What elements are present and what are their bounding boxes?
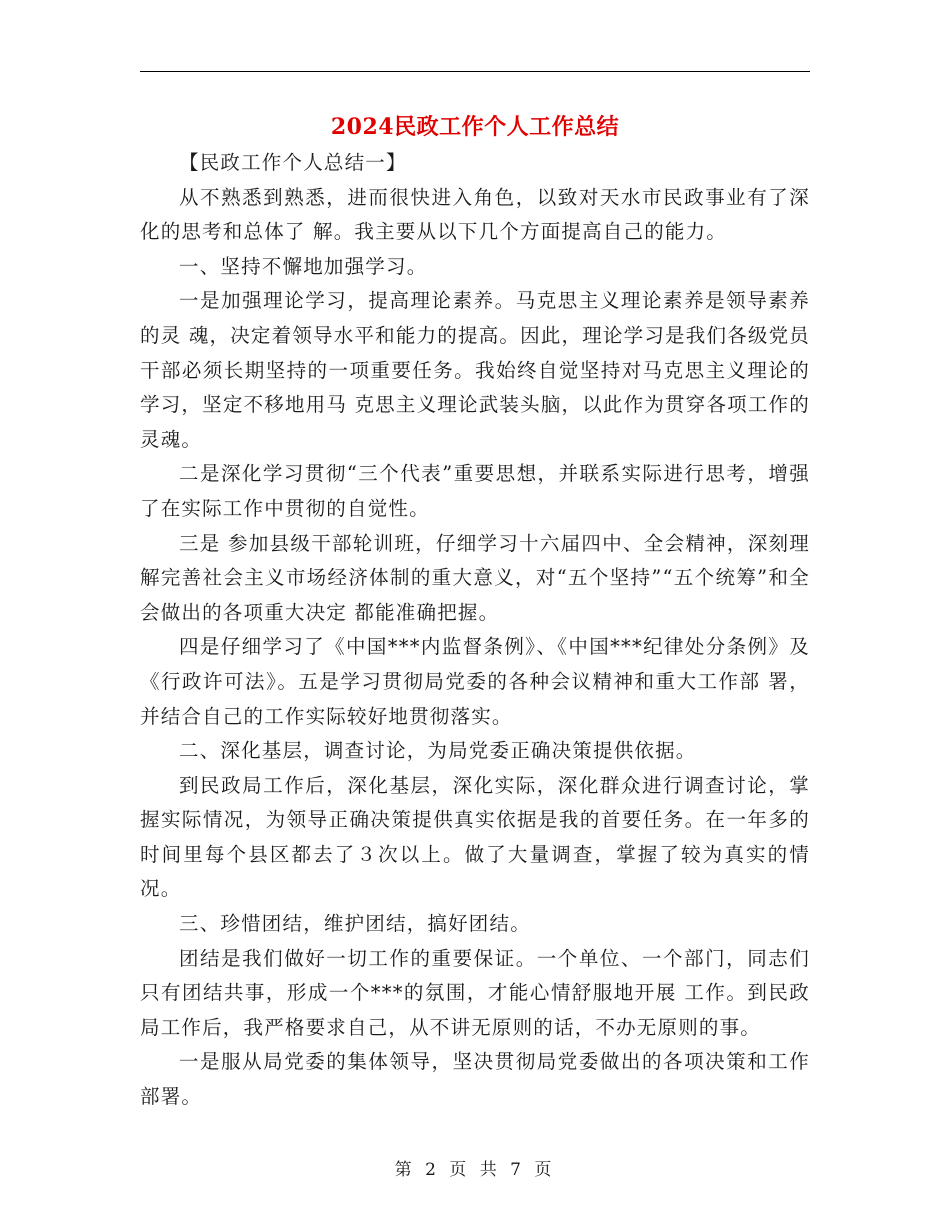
paragraph: 三是 参加县级干部轮训班，仔细学习十六届四中、全会精神，深刻理解完善社会主义市场经济体制的重大意义，对“五个坚持”“五个统筹”和全会做出的各项重大决定 都能准确把握。 xyxy=(140,531,810,624)
paragraph: 团结是我们做好一切工作的重要保证。一个单位、一个部门，同志们只有团结共事，形成一个***的氛围，才能心情舒服地开展 工作。到民政局工作后，我严格要求自己，从不讲无原则的话，不办无原则的事。 xyxy=(140,946,810,1039)
section-heading: 一、坚持不懈地加强学习。 xyxy=(179,254,428,278)
section-heading: 三、珍惜团结，维护团结，搞好团结。 xyxy=(179,912,531,936)
paragraph: 从不熟悉到熟悉，进而很快进入角色，以致对天水市民政事业有了深化的思考和总体了 解。我主要从以下几个方面提高自己的能力。 xyxy=(140,185,810,244)
paragraph: 一是服从局党委的集体领导，坚决贯彻局党委做出的各项决策和工作部署。 xyxy=(140,1050,810,1109)
page-number: 第 2 页 共 7 页 xyxy=(394,1160,556,1180)
paragraph: 到民政局工作后，深化基层，深化实际，深化群众进行调查讨论，掌握实际情况，为领导正确决策提供真实依据是我的首要任务。在一年多的时间里每个县区都去了３次以上。做了大量调查，掌握了较为真实的情况。 xyxy=(140,773,810,901)
document-title: 2024民政工作个人工作总结 xyxy=(330,114,620,140)
section-heading: 【民政工作个人总结一】 xyxy=(179,151,407,174)
header-rule xyxy=(140,71,810,72)
section-heading: 二、深化基层，调查讨论，为局党委正确决策提供依据。 xyxy=(179,739,697,763)
paragraph: 二是深化学习贯彻“三个代表”重要思想，并联系实际进行思考，增强了在实际工作中贯彻的自觉性。 xyxy=(140,462,810,520)
paragraph: 一是加强理论学习，提高理论素养。马克思主义理论素养是领导素养的灵 魂，决定着领导水平和能力的提高。因此，理论学习是我们各级党员干部必须长期坚持的一项重要任务。我始终自觉坚持对马克思主义理论的学习，坚定不移地用马 克思主义理论武装头脑，以此作为贯穿各项工作的灵魂。 xyxy=(140,289,810,451)
paragraph: 四是仔细学习了《中国***内监督条例》、《中国***纪律处分条例》及《行政许可法》。五是学习贯彻局党委的各种会议精神和重大工作部 署，并结合自己的工作实际较好地贯彻落实。 xyxy=(140,635,810,728)
document-body xyxy=(140,146,810,1115)
